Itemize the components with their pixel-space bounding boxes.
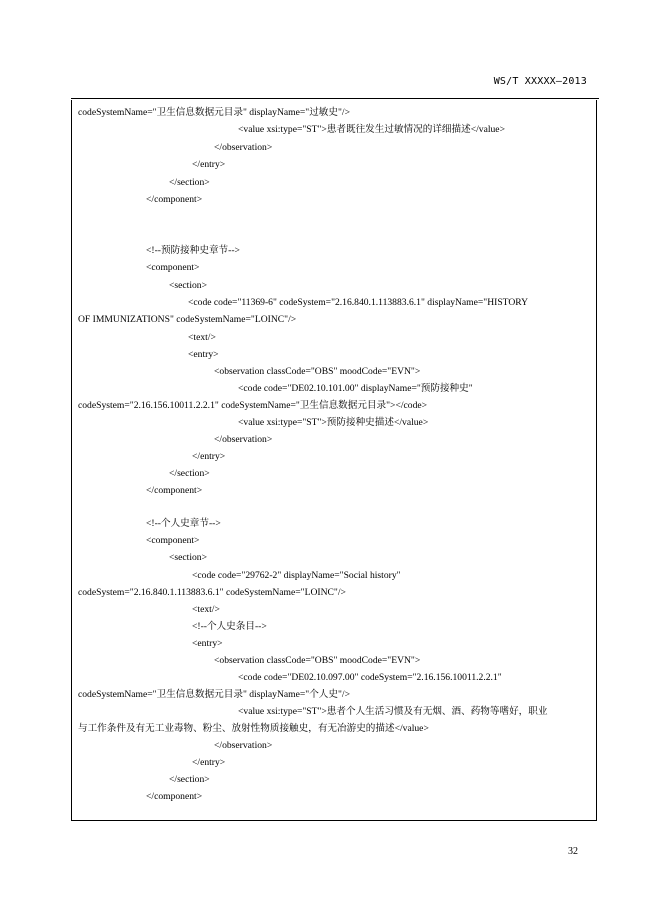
page-number: 32: [568, 846, 578, 857]
code-line: <section>: [169, 280, 207, 291]
code-line: <text/>: [192, 604, 220, 615]
code-line: <text/>: [188, 332, 216, 343]
code-line: <component>: [146, 535, 200, 546]
code-line: </section>: [169, 177, 210, 188]
code-line: <code code="DE02.10.097.00" codeSystem="2.16.156.10011.2.2.1": [238, 672, 502, 683]
code-line: </observation>: [214, 142, 273, 153]
code-line: <code code="DE02.10.101.00" displayName="预防接种史": [238, 383, 473, 394]
code-line: </observation>: [214, 740, 273, 751]
code-line: <value xsi:type="ST">患者个人生活习惯及有无烟、酒、药物等嗜好，职业: [238, 706, 548, 717]
code-line: </section>: [169, 468, 210, 479]
code-line: <entry>: [192, 638, 223, 649]
header-rule: [71, 98, 599, 99]
code-line: <section>: [169, 552, 207, 563]
code-line: OF IMMUNIZATIONS" codeSystemName="LOINC"/>: [78, 314, 297, 325]
code-line: <component>: [146, 262, 200, 273]
code-line: </entry>: [192, 159, 226, 170]
code-line: <code code="29762-2" displayName="Social history": [192, 570, 401, 581]
code-line: <value xsi:type="ST">预防接种史描述</value>: [238, 417, 429, 428]
code-line: <value xsi:type="ST">患者既往发生过敏情况的详细描述</value>: [238, 124, 505, 135]
code-line: 与工作条件及有无工业毒物、粉尘、放射性物质接触史，有无冶游史的描述</value>: [78, 723, 429, 734]
code-line: </component>: [146, 194, 203, 205]
code-comment: <!--个人史条目-->: [192, 621, 267, 632]
code-line: <observation classCode="OBS" moodCode="EVN">: [214, 655, 421, 666]
code-line: codeSystem="2.16.156.10011.2.2.1" codeSystemName="卫生信息数据元目录"></code>: [78, 400, 428, 411]
document-code: WS/T XXXXX—2013: [493, 76, 587, 87]
code-line: </entry>: [192, 757, 226, 768]
code-line: codeSystemName="卫生信息数据元目录" displayName="个人史"/>: [78, 689, 350, 700]
code-line: codeSystem="2.16.840.1.113883.6.1" codeSystemName="LOINC"/>: [78, 587, 346, 598]
code-line: <entry>: [188, 349, 219, 360]
code-line: <code code="11369-6" codeSystem="2.16.840.1.113883.6.1" displayName="HISTORY: [188, 297, 529, 308]
code-line: codeSystemName="卫生信息数据元目录" displayName="过敏史"/>: [78, 107, 350, 118]
code-line: </component>: [146, 791, 203, 802]
code-line: <observation classCode="OBS" moodCode="EVN">: [214, 366, 421, 377]
code-line: </section>: [169, 774, 210, 785]
code-line: </observation>: [214, 434, 273, 445]
code-line: </component>: [146, 485, 203, 496]
code-comment: <!--个人史章节-->: [146, 518, 221, 529]
code-line: </entry>: [192, 451, 226, 462]
code-comment: <!--预防接种史章节-->: [146, 245, 240, 256]
